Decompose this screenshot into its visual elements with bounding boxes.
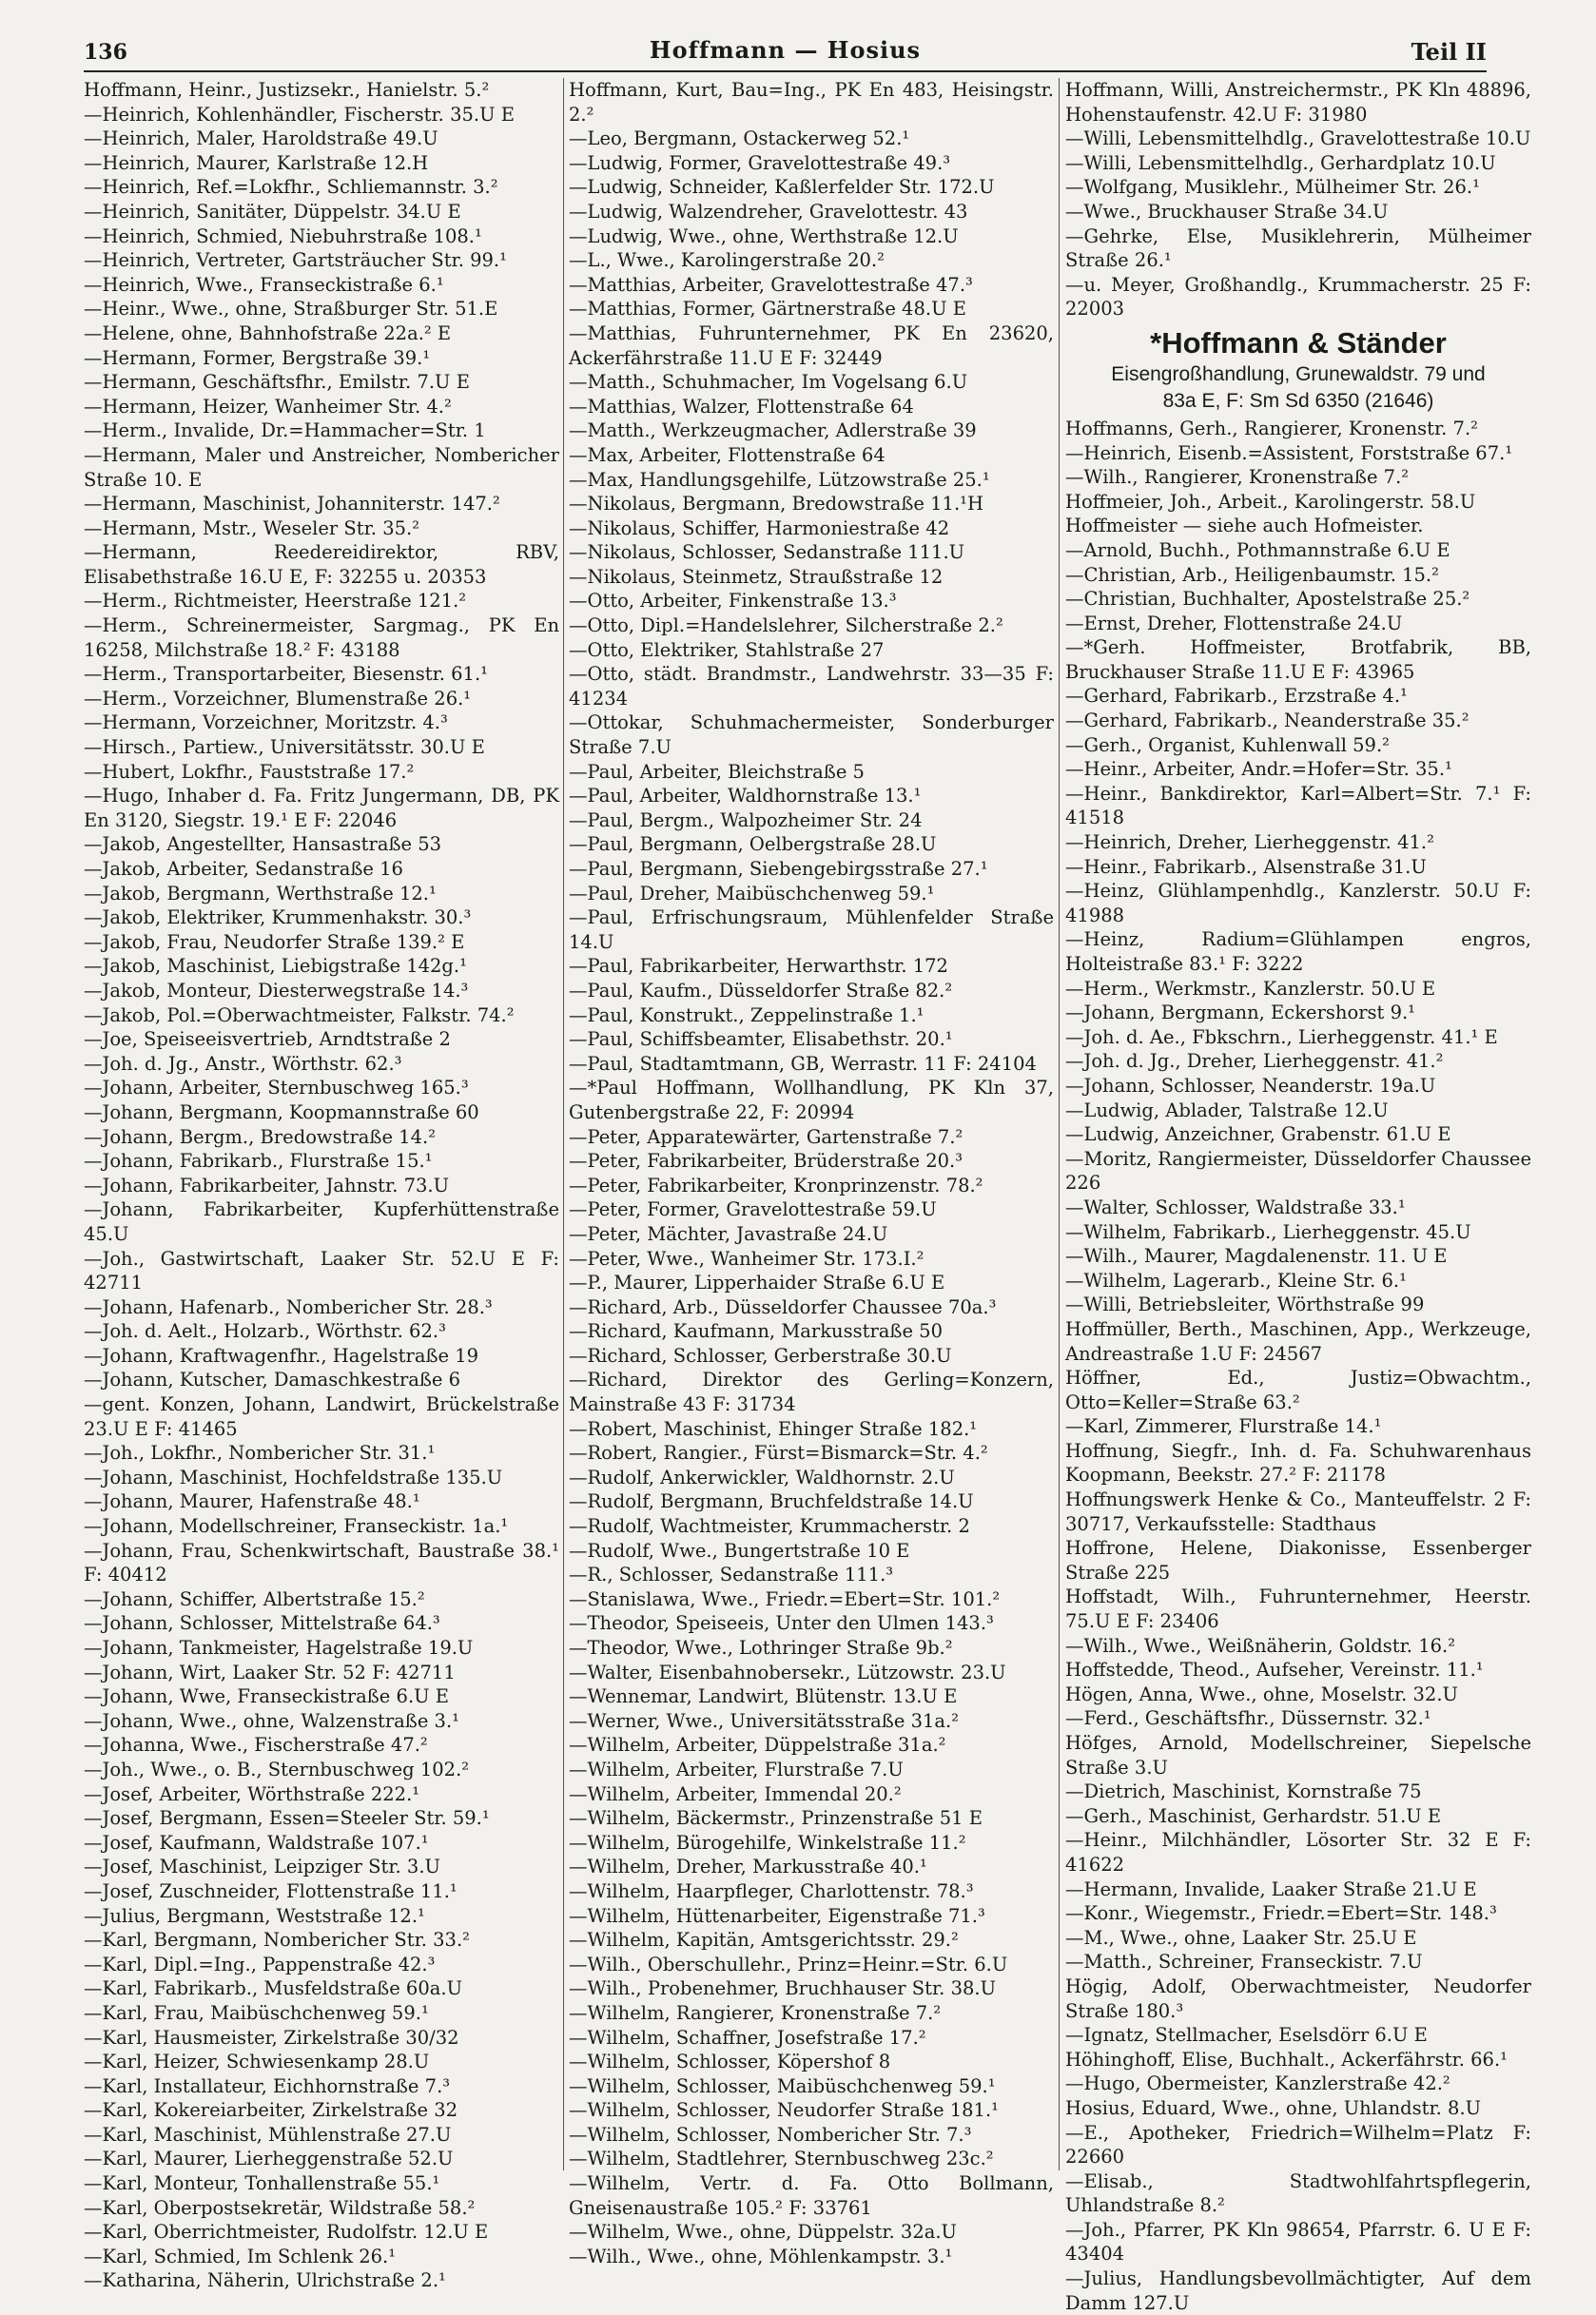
directory-entry: —Johann, Wwe., ohne, Walzenstraße 3.¹ bbox=[84, 1709, 459, 1732]
directory-entry: —Ottokar, Schuhmachermeister, Sonderburger Straße 7.U bbox=[569, 711, 1054, 759]
directory-entry: —Johann, Tankmeister, Hagelstraße 19.U bbox=[84, 1637, 474, 1659]
directory-entry: —Wilhelm, Rangierer, Kronenstraße 7.² bbox=[569, 2001, 942, 2024]
directory-column-2 bbox=[569, 78, 1054, 2267]
directory-entry: —Joh., Lokfhr., Nombericher Str. 31.¹ bbox=[84, 1442, 436, 1465]
directory-entry: —Hugo, Obermeister, Kanzlerstraße 42.² bbox=[1065, 2072, 1450, 2095]
directory-entry: —Katharina, Näherin, Ulrichstraße 2.¹ bbox=[84, 2269, 446, 2292]
directory-entry: —Robert, Maschinist, Ehinger Straße 182.¹ bbox=[569, 1417, 978, 1440]
directory-entry: —Wilh., Oberschullehr., Prinz=Heinr.=Str. 6.U bbox=[569, 1953, 1008, 1975]
directory-entry: —L., Wwe., Karolingerstraße 20.² bbox=[569, 249, 885, 272]
directory-entry: —Heinrich, Maurer, Karlstraße 12.H bbox=[84, 151, 429, 174]
directory-entry: —Rudolf, Ankerwickler, Waldhornstr. 2.U bbox=[569, 1466, 955, 1488]
directory-entry: —Wilhelm, Vertr. d. Fa. Otto Bollmann, Gneisenaustraße 105.² F: 33761 bbox=[569, 2172, 1054, 2219]
directory-entry: —Johann, Bergmann, Eckershorst 9.¹ bbox=[1065, 1002, 1415, 1024]
directory-entry: —Jakob, Arbeiter, Sedanstraße 16 bbox=[84, 858, 403, 880]
directory-entry: —Josef, Arbeiter, Wörthstraße 222.¹ bbox=[84, 1782, 420, 1805]
directory-entry: —Joh. d. Aelt., Holzarb., Wörthstr. 62.³ bbox=[84, 1320, 446, 1343]
directory-entry: Hoffmeister — siehe auch Hofmeister. bbox=[1065, 515, 1424, 537]
directory-entry: —Matth., Schreiner, Franseckistr. 7.U bbox=[1065, 1951, 1423, 1974]
directory-entry: —Ludwig, Former, Gravelottestraße 49.³ bbox=[569, 151, 951, 174]
directory-entry: —Gerhard, Fabrikarb., Erzstraße 4.¹ bbox=[1065, 685, 1408, 708]
directory-entry: —Hermann, Mstr., Weseler Str. 35.² bbox=[84, 516, 420, 539]
directory-entry: —Hubert, Lokfhr., Fauststraße 17.² bbox=[84, 760, 415, 783]
directory-entry: —Johann, Schlosser, Mittelstraße 64.³ bbox=[84, 1612, 440, 1635]
directory-entry: —Josef, Bergmann, Essen=Steeler Str. 59.¹ bbox=[84, 1807, 490, 1830]
directory-entry: —Wilh., Rangierer, Kronenstraße 7.² bbox=[1065, 466, 1410, 489]
directory-entry: —Peter, Fabrikarbeiter, Kronprinzenstr. 78.² bbox=[569, 1174, 983, 1196]
directory-entry: —Nikolaus, Steinmetz, Straußstraße 12 bbox=[569, 565, 944, 588]
directory-entry: —Paul, Bergm., Walpozheimer Str. 24 bbox=[569, 808, 923, 831]
directory-entry: —Nikolaus, Schiffer, Harmoniestraße 42 bbox=[569, 516, 950, 539]
directory-entry: —Jakob, Monteur, Diesterwegstraße 14.³ bbox=[84, 979, 469, 1002]
directory-entry: —Karl, Kokereiarbeiter, Zirkelstraße 32 bbox=[84, 2099, 458, 2122]
directory-entry: —Herm., Werkmstr., Kanzlerstr. 50.U E bbox=[1065, 977, 1436, 1000]
directory-entry: —Herm., Transportarbeiter, Biesenstr. 61.¹ bbox=[84, 663, 488, 686]
directory-entry: —Karl, Maurer, Lierheggenstraße 52.U bbox=[84, 2148, 454, 2170]
directory-entry: —Richard, Arb., Düsseldorfer Chaussee 70a.³ bbox=[569, 1295, 997, 1318]
directory-entry: —Ludwig, Schneider, Kaßlerfelder Str. 172.U bbox=[569, 176, 995, 199]
firm-name: *Hoffmann & Ständer bbox=[1150, 325, 1447, 360]
directory-entry: —Hugo, Inhaber d. Fa. Fritz Jungermann, DB, PK En 3120, Siegstr. 19.¹ E F: 22046 bbox=[84, 785, 559, 831]
directory-entry: —Johanna, Wwe., Fischerstraße 47.² bbox=[84, 1734, 428, 1757]
directory-entry: —Heinrich, Dreher, Lierheggenstr. 41.² bbox=[1065, 831, 1434, 854]
directory-entry: —Matthias, Walzer, Flottenstraße 64 bbox=[569, 395, 914, 418]
directory-entry: —Joh., Pfarrer, PK Kln 98654, Pfarrstr. 6. U E F: 43404 bbox=[1065, 2218, 1531, 2266]
directory-entry: —Johann, Arbeiter, Sternbuschweg 165.³ bbox=[84, 1077, 469, 1099]
directory-entry: —Elisab., Stadtwohlfahrtspflegerin, Uhlandstraße 8.² bbox=[1065, 2169, 1531, 2217]
directory-entry: —Peter, Apparatewärter, Gartenstraße 7.² bbox=[569, 1125, 963, 1148]
directory-entry: —Paul, Bergmann, Oelbergstraße 28.U bbox=[569, 833, 937, 856]
directory-entry: —Paul, Erfrischungsraum, Mühlenfelder Straße 14.U bbox=[569, 906, 1054, 953]
directory-entry: —Johann, Kutscher, Damaschkestraße 6 bbox=[84, 1369, 461, 1391]
directory-column-3 bbox=[1065, 78, 1531, 2314]
directory-entry: —Hirsch., Partiew., Universitätsstr. 30.U E bbox=[84, 736, 485, 759]
directory-entry: —Karl, Schmied, Im Schlenk 26.¹ bbox=[84, 2245, 397, 2267]
directory-entry: —Helene, ohne, Bahnhofstraße 22a.² E bbox=[84, 321, 452, 344]
directory-entry: —Walter, Schlosser, Waldstraße 33.¹ bbox=[1065, 1196, 1406, 1218]
directory-entry: —Wennemar, Landwirt, Blütenstr. 13.U E bbox=[569, 1685, 958, 1708]
directory-entry: —Paul, Arbeiter, Bleichstraße 5 bbox=[569, 760, 865, 783]
directory-entry: —Hermann, Reedereidirektor, RBV, Elisabethstraße 16.U E, F: 32255 u. 20353 bbox=[84, 541, 559, 588]
directory-entry: —Hermann, Former, Bergstraße 39.¹ bbox=[84, 346, 431, 369]
firm-address-line: Eisengroßhandlung, Grunewaldstr. 79 und bbox=[1111, 362, 1486, 385]
directory-entry: —Hermann, Vorzeichner, Moritzstr. 4.³ bbox=[84, 711, 448, 734]
directory-entry: —Herm., Schreinermeister, Sargmag., PK En 16258, Milchstraße 18.² F: 43188 bbox=[84, 614, 559, 661]
directory-entry: Högen, Anna, Wwe., ohne, Moselstr. 32.U bbox=[1065, 1683, 1458, 1705]
directory-entry: —Matthias, Arbeiter, Gravelottestraße 47.³ bbox=[569, 273, 973, 296]
directory-entry: —Paul, Schiffsbeamter, Elisabethstr. 20.¹ bbox=[569, 1028, 953, 1051]
directory-entry: —Joh., Gastwirtschaft, Laaker Str. 52.U E F: 42711 bbox=[84, 1247, 559, 1294]
directory-entry: —Joh. d. Ae., Fbkschrn., Lierheggenstr. 41.¹ E bbox=[1065, 1025, 1498, 1048]
directory-entry: —Hermann, Maschinist, Johanniterstr. 147.² bbox=[84, 493, 500, 516]
directory-entry: —Herm., Invalide, Dr.=Hammacher=Str. 1 bbox=[84, 419, 486, 442]
directory-entry: —Otto, Elektriker, Stahlstraße 27 bbox=[569, 638, 885, 661]
directory-entry: —Johann, Maschinist, Hochfeldstraße 135.U bbox=[84, 1466, 503, 1488]
directory-entry: —Wilhelm, Stadtlehrer, Sternbuschweg 23c.² bbox=[569, 2148, 994, 2170]
directory-entry: —Otto, städt. Brandmstr., Landwehrstr. 33—35 F: 41234 bbox=[569, 663, 1054, 710]
directory-entry: —Willi, Lebensmittelhdlg., Gravelottestraße 10.U bbox=[1065, 127, 1531, 150]
directory-entry: —Heinrich, Kohlenhändler, Fischerstr. 35.U E bbox=[84, 103, 515, 126]
directory-entry: —Paul, Bergmann, Siebengebirgsstraße 27.¹ bbox=[569, 858, 988, 880]
directory-entry: —Wilhelm, Arbeiter, Düppelstraße 31a.² bbox=[569, 1734, 946, 1757]
directory-entry: —Karl, Zimmerer, Flurstraße 14.¹ bbox=[1065, 1415, 1382, 1438]
directory-entry: —Heinr., Wwe., ohne, Straßburger Str. 51.E bbox=[84, 298, 498, 321]
directory-entry: —Jakob, Pol.=Oberwachtmeister, Falkstr. 74.² bbox=[84, 1003, 515, 1026]
directory-entry: —Paul, Kaufm., Düsseldorfer Straße 82.² bbox=[569, 979, 953, 1002]
directory-entry: —Karl, Oberrichtmeister, Rudolfstr. 12.U E bbox=[84, 2221, 489, 2244]
directory-entry: —Jakob, Frau, Neudorfer Straße 139.² E bbox=[84, 930, 465, 953]
directory-entry: —Wolfgang, Musiklehr., Mülheimer Str. 26.¹ bbox=[1065, 176, 1480, 199]
directory-entry: —Wilhelm, Bäckermstr., Prinzenstraße 51 E bbox=[569, 1807, 983, 1830]
directory-entry: —Arnold, Buchh., Pothmannstraße 6.U E bbox=[1065, 538, 1450, 561]
directory-entry: —Hermann, Geschäftsfhr., Emilstr. 7.U E bbox=[84, 371, 470, 394]
directory-entry: —Christian, Arb., Heiligenbaumstr. 15.² bbox=[1065, 563, 1439, 586]
directory-entry: —Karl, Hausmeister, Zirkelstraße 30/32 bbox=[84, 2026, 459, 2049]
directory-entry: —Wilhelm, Schlosser, Maibüschchenweg 59.¹ bbox=[569, 2074, 996, 2097]
directory-entry: —Matthias, Fuhrunternehmer, PK En 23620, Ackerfährstraße 11.U E F: 32449 bbox=[569, 321, 1054, 369]
directory-entry: —Johann, Frau, Schenkwirtschaft, Baustraße 38.¹ F: 40412 bbox=[84, 1539, 559, 1586]
directory-entry: Hoffmanns, Gerh., Rangierer, Kronenstr. 7.² bbox=[1065, 417, 1478, 439]
directory-entry: —Heinr., Arbeiter, Andr.=Hofer=Str. 35.¹ bbox=[1065, 758, 1452, 781]
directory-entry: —Johann, Modellschreiner, Franseckistr. 1a.¹ bbox=[84, 1515, 509, 1538]
directory-entry: —Julius, Handlungsbevollmächtigter, Auf dem Damm 127.U bbox=[1065, 2267, 1531, 2314]
directory-entry: —Johann, Fabrikarbeiter, Kupferhüttenstraße 45.U bbox=[84, 1198, 559, 1245]
directory-entry: Hoffmann, Kurt, Bau=Ing., PK En 483, Heisingstr. 2.² bbox=[569, 79, 1054, 126]
directory-entry: —Paul, Fabrikarbeiter, Herwarthstr. 172 bbox=[569, 955, 948, 978]
directory-entry: —Wilhelm, Bürogehilfe, Winkelstraße 11.² bbox=[569, 1831, 966, 1854]
directory-entry: —Gerh., Organist, Kuhlenwall 59.² bbox=[1065, 733, 1390, 756]
directory-entry: Hoffmann, Willi, Anstreichermstr., PK Kln 48896, Hohenstaufenstr. 42.U F: 31980 bbox=[1065, 79, 1531, 126]
directory-entry: —Joh. d. Jg., Dreher, Lierheggenstr. 41.² bbox=[1065, 1050, 1444, 1073]
directory-entry: —Wilhelm, Wwe., ohne, Düppelstr. 32a.U bbox=[569, 2221, 957, 2244]
column-divider bbox=[563, 78, 564, 2170]
directory-entry: —Konr., Wiegemstr., Friedr.=Ebert=Str. 148.³ bbox=[1065, 1902, 1497, 1925]
directory-entry: —Heinr., Milchhändler, Lösorter Str. 32 E F: 41622 bbox=[1065, 1829, 1531, 1876]
directory-entry: Högig, Adolf, Oberwachtmeister, Neudorfer Straße 180.³ bbox=[1065, 1975, 1531, 2022]
directory-entry: —Otto, Arbeiter, Finkenstraße 13.³ bbox=[569, 590, 897, 613]
directory-entry: Hoffmann, Heinr., Justizsekr., Hanielstr. 5.² bbox=[84, 79, 490, 101]
directory-entry: —Dietrich, Maschinist, Kornstraße 75 bbox=[1065, 1780, 1422, 1803]
directory-entry: —Heinrich, Sanitäter, Düppelstr. 34.U E bbox=[84, 200, 461, 223]
directory-entry: —Heinr., Bankdirektor, Karl=Albert=Str. 7.¹ F: 41518 bbox=[1065, 782, 1531, 829]
directory-entry: —Heinz, Radium=Glühlampen engros, Holteistraße 83.¹ F: 3222 bbox=[1065, 928, 1531, 975]
directory-entry: —Joh. d. Jg., Anstr., Wörthstr. 62.³ bbox=[84, 1052, 402, 1075]
directory-entry: Hoffrone, Helene, Diakonisse, Essenberger Straße 225 bbox=[1065, 1537, 1531, 1584]
directory-entry: —Jakob, Angestellter, Hansastraße 53 bbox=[84, 833, 442, 856]
directory-entry: —Gerh., Maschinist, Gerhardstr. 51.U E bbox=[1065, 1804, 1442, 1827]
directory-entry: Höffner, Ed., Justiz=Obwachtm., Otto=Keller=Straße 63.² bbox=[1065, 1367, 1531, 1413]
directory-entry: —Otto, Dipl.=Handelslehrer, Silcherstraße 2.² bbox=[569, 614, 1003, 637]
directory-entry: —Paul, Arbeiter, Waldhornstraße 13.¹ bbox=[569, 785, 922, 807]
directory-entry: —Karl, Oberpostsekretär, Wildstraße 58.² bbox=[84, 2196, 476, 2219]
directory-entry: —Ignatz, Stellmacher, Eselsdörr 6.U E bbox=[1065, 2024, 1428, 2047]
directory-entry: —Heinr., Fabrikarb., Alsenstraße 31.U bbox=[1065, 855, 1427, 878]
directory-entry: —Hermann, Heizer, Wanheimer Str. 4.² bbox=[84, 395, 452, 418]
directory-entry: —Gehrke, Else, Musiklehrerin, Mülheimer Straße 26.¹ bbox=[1065, 224, 1531, 272]
column-divider bbox=[1059, 78, 1060, 2170]
part-label: Teil II bbox=[1411, 38, 1487, 66]
directory-entry: —Matth., Schuhmacher, Im Vogelsang 6.U bbox=[569, 371, 968, 394]
directory-entry: —Johann, Wirt, Laaker Str. 52 F: 42711 bbox=[84, 1661, 456, 1683]
directory-entry: —Peter, Former, Gravelottestraße 59.U bbox=[569, 1198, 937, 1221]
directory-entry: Hosius, Eduard, Wwe., ohne, Uhlandstr. 8.U bbox=[1065, 2096, 1482, 2119]
directory-entry: —*Paul Hoffmann, Wollhandlung, PK Kln 37, Gutenbergstraße 22, F: 20994 bbox=[569, 1077, 1054, 1123]
directory-entry: —Johann, Fabrikarb., Flurstraße 15.¹ bbox=[84, 1150, 433, 1173]
directory-entry: —Wilhelm, Schaffner, Josefstraße 17.² bbox=[569, 2026, 926, 2049]
directory-entry: —Johann, Wwe, Franseckistraße 6.U E bbox=[84, 1685, 450, 1708]
directory-entry: —Jakob, Bergmann, Werthstraße 12.¹ bbox=[84, 882, 437, 905]
directory-entry: Höfges, Arnold, Modellschreiner, Siepelsche Straße 3.U bbox=[1065, 1732, 1531, 1779]
directory-entry: —Ludwig, Ablader, Talstraße 12.U bbox=[1065, 1099, 1389, 1121]
directory-column-1 bbox=[84, 78, 559, 2292]
directory-entry: —Richard, Kaufmann, Markusstraße 50 bbox=[569, 1320, 943, 1343]
directory-entry: —Max, Arbeiter, Flottenstraße 64 bbox=[569, 443, 886, 466]
directory-entry: —Walter, Eisenbahnobersekr., Lützowstr. 23.U bbox=[569, 1661, 1006, 1683]
directory-entry: —*Gerh. Hoffmeister, Brotfabrik, BB, Bruckhauser Straße 11.U E F: 43965 bbox=[1065, 636, 1531, 683]
directory-entry: —Peter, Wwe., Wanheimer Str. 173.I.² bbox=[569, 1247, 925, 1270]
directory-entry: —Gerhard, Fabrikarb., Neanderstraße 35.² bbox=[1065, 710, 1469, 732]
directory-entry: —Josef, Kaufmann, Waldstraße 107.¹ bbox=[84, 1831, 429, 1854]
directory-entry: Hoffmüller, Berth., Maschinen, App., Werkzeuge, Andreastraße 1.U F: 24567 bbox=[1065, 1317, 1531, 1365]
directory-entry: —Wilhelm, Schlosser, Nombericher Str. 7.³ bbox=[569, 2123, 972, 2146]
directory-entry: —Willi, Lebensmittelhdlg., Gerhardplatz 10.U bbox=[1065, 151, 1496, 174]
directory-entry: —Wilhelm, Arbeiter, Immendal 20.² bbox=[569, 1782, 902, 1805]
directory-entry: —R., Schlosser, Sedanstraße 111.³ bbox=[569, 1564, 894, 1586]
directory-entry: —Rudolf, Wwe., Bungertstraße 10 E bbox=[569, 1539, 910, 1562]
directory-entry: —Matth., Werkzeugmacher, Adlerstraße 39 bbox=[569, 419, 977, 442]
directory-entry: —Theodor, Speiseeis, Unter den Ulmen 143.³ bbox=[569, 1612, 994, 1635]
directory-entry: —M., Wwe., ohne, Laaker Str. 25.U E bbox=[1065, 1926, 1417, 1949]
directory-entry: —Hermann, Maler und Anstreicher, Nombericher Straße 10. E bbox=[84, 443, 559, 491]
directory-entry: —Rudolf, Wachtmeister, Krummacherstr. 2 bbox=[569, 1515, 970, 1538]
directory-entry: —Wilhelm, Arbeiter, Flurstraße 7.U bbox=[569, 1758, 904, 1780]
directory-entry: —E., Apotheker, Friedrich=Wilhelm=Platz F: 22660 bbox=[1065, 2121, 1531, 2169]
directory-entry: —Wilhelm, Hüttenarbeiter, Eigenstraße 71.³ bbox=[569, 1904, 985, 1927]
directory-entry: —Rudolf, Bergmann, Bruchfeldstraße 14.U bbox=[569, 1490, 974, 1513]
directory-entry: Hoffmeier, Joh., Arbeit., Karolingerstr. 58.U bbox=[1065, 490, 1476, 513]
directory-entry: —Julius, Bergmann, Weststraße 12.¹ bbox=[84, 1904, 425, 1927]
directory-entry: —Wilhelm, Dreher, Markusstraße 40.¹ bbox=[569, 1856, 927, 1878]
directory-entry: —Johann, Kraftwagenfhr., Hagelstraße 19 bbox=[84, 1344, 479, 1367]
firm-address-line: 83a E, F: Sm Sd 6350 (21646) bbox=[1162, 389, 1434, 412]
directory-entry: —Karl, Monteur, Tonhallenstraße 55.¹ bbox=[84, 2172, 440, 2195]
directory-entry: —Hermann, Invalide, Laaker Straße 21.U E bbox=[1065, 1877, 1477, 1900]
directory-entry: —Paul, Stadtamtmann, GB, Werrastr. 11 F: 24104 bbox=[569, 1052, 1037, 1075]
directory-entry: —Robert, Rangier., Fürst=Bismarck=Str. 4.² bbox=[569, 1442, 988, 1465]
directory-entry: —Max, Handlungsgehilfe, Lützowstraße 25.¹ bbox=[569, 468, 990, 491]
directory-entry: —Heinz, Glühlampenhdlg., Kanzlerstr. 50.U F: 41988 bbox=[1065, 880, 1531, 926]
directory-entry: —P., Maurer, Lipperhaider Straße 6.U E bbox=[569, 1272, 945, 1294]
directory-entry: —Johann, Fabrikarbeiter, Jahnstr. 73.U bbox=[84, 1174, 450, 1196]
directory-entry: —Heinrich, Vertreter, Gartsträucher Str. 99.¹ bbox=[84, 249, 507, 272]
directory-entry: —Josef, Maschinist, Leipziger Str. 3.U bbox=[84, 1856, 440, 1878]
directory-entry: Hoffnungswerk Henke & Co., Manteuffelstr. 2 F: 30717, Verkaufsstelle: Stadthaus bbox=[1065, 1488, 1531, 1535]
directory-entry: —Stanislawa, Wwe., Friedr.=Ebert=Str. 101.² bbox=[569, 1587, 1001, 1610]
directory-entry: —Joe, Speiseeisvertrieb, Arndtstraße 2 bbox=[84, 1028, 451, 1051]
directory-entry: —Jakob, Elektriker, Krummenhakstr. 30.³ bbox=[84, 906, 472, 929]
directory-entry: —Wilhelm, Kapitän, Amtsgerichtsstr. 29.² bbox=[569, 1929, 959, 1952]
directory-entry: —Christian, Buchhalter, Apostelstraße 25.² bbox=[1065, 588, 1470, 611]
directory-entry: —Willi, Betriebsleiter, Wörthstraße 99 bbox=[1065, 1294, 1425, 1316]
directory-entry: —Karl, Dipl.=Ing., Pappenstraße 42.³ bbox=[84, 1953, 436, 1975]
directory-entry: —Peter, Mächter, Javastraße 24.U bbox=[569, 1222, 888, 1245]
directory-entry: —Johann, Hafenarb., Nombericher Str. 28.³ bbox=[84, 1295, 493, 1318]
directory-entry: —Johann, Bergm., Bredowstraße 14.² bbox=[84, 1125, 437, 1148]
directory-entry: —Johann, Bergmann, Koopmannstraße 60 bbox=[84, 1100, 479, 1123]
directory-entry: —Ludwig, Walzendreher, Gravelottestr. 43 bbox=[569, 200, 968, 223]
directory-entry: —Karl, Maschinist, Mühlenstraße 27.U bbox=[84, 2123, 452, 2146]
directory-entry: —Nikolaus, Bergmann, Bredowstraße 11.¹H bbox=[569, 493, 983, 516]
directory-entry: —Jakob, Maschinist, Liebigstraße 142g.¹ bbox=[84, 955, 467, 978]
directory-entry: —Ferd., Geschäftsfhr., Düssernstr. 32.¹ bbox=[1065, 1707, 1431, 1730]
directory-entry: —Heinrich, Ref.=Lokfhr., Schliemannstr. 3.² bbox=[84, 176, 498, 199]
directory-entry: —Joh., Wwe., o. B., Sternbuschweg 102.² bbox=[84, 1758, 470, 1780]
directory-entry: —Wwe., Bruckhauser Straße 34.U bbox=[1065, 200, 1389, 223]
directory-entry: —Werner, Wwe., Universitätsstraße 31a.² bbox=[569, 1709, 960, 1732]
directory-entry: —Karl, Heizer, Schwiesenkamp 28.U bbox=[84, 2051, 430, 2073]
directory-entry: —Karl, Fabrikarb., Musfeldstraße 60a.U bbox=[84, 1977, 462, 2000]
directory-entry: Hoffnung, Siegfr., Inh. d. Fa. Schuhwarenhaus Koopmann, Beekstr. 27.² F: 21178 bbox=[1065, 1439, 1531, 1487]
directory-entry: —Peter, Fabrikarbeiter, Brüderstraße 20.³ bbox=[569, 1150, 963, 1173]
directory-entry: —Matthias, Former, Gärtnerstraße 48.U E bbox=[569, 298, 966, 321]
directory-entry: —Wilh., Probenehmer, Bruchhauser Str. 38.U bbox=[569, 1977, 997, 2000]
directory-entry: —Paul, Dreher, Maibüschchenweg 59.¹ bbox=[569, 882, 935, 905]
directory-entry: —Heinrich, Schmied, Niebuhrstraße 108.¹ bbox=[84, 224, 482, 247]
directory-entry: —Theodor, Wwe., Lothringer Straße 9b.² bbox=[569, 1637, 953, 1659]
directory-entry: —Johann, Maurer, Hafenstraße 48.¹ bbox=[84, 1490, 420, 1513]
directory-entry: —Ludwig, Anzeichner, Grabenstr. 61.U E bbox=[1065, 1123, 1451, 1146]
directory-entry: —Heinrich, Maler, Haroldstraße 49.U bbox=[84, 127, 438, 150]
directory-entry: Höhinghoff, Elise, Buchhalt., Ackerfährstr. 66.¹ bbox=[1065, 2048, 1508, 2071]
directory-entry: —u. Meyer, Großhandlg., Krummacherstr. 25 F: 22003 bbox=[1065, 273, 1531, 321]
directory-entry: —Nikolaus, Schlosser, Sedanstraße 111.U bbox=[569, 541, 965, 564]
directory-entry: —Moritz, Rangiermeister, Düsseldorfer Chaussee 226 bbox=[1065, 1147, 1531, 1195]
directory-entry: —Herm., Vorzeichner, Blumenstraße 26.¹ bbox=[84, 687, 472, 710]
directory-entry: Hoffstedde, Theod., Aufseher, Vereinstr. 11.¹ bbox=[1065, 1659, 1484, 1682]
directory-entry: —Ernst, Dreher, Flottenstraße 24.U bbox=[1065, 612, 1403, 634]
directory-entry: —Wilh., Wwe., ohne, Möhlenkampstr. 3.¹ bbox=[569, 2245, 953, 2267]
directory-entry: —Wilh., Wwe., Weißnäherin, Goldstr. 16.² bbox=[1065, 1634, 1456, 1657]
directory-entry: —Ludwig, Wwe., ohne, Werthstraße 12.U bbox=[569, 224, 959, 247]
directory-entry: —Josef, Zuschneider, Flottenstraße 11.¹ bbox=[84, 1879, 457, 1902]
directory-entry: —Wilhelm, Lagerarb., Kleine Str. 6.¹ bbox=[1065, 1269, 1407, 1292]
directory-entry: —Herm., Richtmeister, Heerstraße 121.² bbox=[84, 590, 467, 613]
directory-entry: —Karl, Frau, Maibüschchenweg 59.¹ bbox=[84, 2001, 429, 2024]
directory-entry: —Johann, Schlosser, Neanderstr. 19a.U bbox=[1065, 1074, 1436, 1097]
firm-advertisement bbox=[1065, 325, 1531, 415]
directory-entry: —Paul, Konstrukt., Zeppelinstraße 1.¹ bbox=[569, 1003, 925, 1026]
page-title: Hoffmann — Hosius bbox=[649, 36, 922, 64]
directory-entry: —Wilh., Maurer, Magdalenenstr. 11. U E bbox=[1065, 1245, 1448, 1268]
directory-entry: —Wilhelm, Schlosser, Neudorfer Straße 181.¹ bbox=[569, 2099, 999, 2122]
directory-entry: —Wilhelm, Schlosser, Köpershof 8 bbox=[569, 2051, 891, 2073]
directory-entry: —Heinrich, Eisenb.=Assistent, Forststraße 67.¹ bbox=[1065, 441, 1513, 464]
directory-entry: —Richard, Direktor des Gerling=Konzern, Mainstraße 43 F: 31734 bbox=[569, 1369, 1054, 1416]
page-number: 136 bbox=[84, 40, 127, 65]
directory-entry: —Leo, Bergmann, Ostackerweg 52.¹ bbox=[569, 127, 910, 150]
directory-entry: —Johann, Schiffer, Albertstraße 15.² bbox=[84, 1587, 425, 1610]
directory-entry: —gent. Konzen, Johann, Landwirt, Brückelstraße 23.U E F: 41465 bbox=[84, 1393, 559, 1440]
directory-entry: —Wilhelm, Fabrikarb., Lierheggenstr. 45.U bbox=[1065, 1220, 1471, 1243]
directory-entry: —Karl, Bergmann, Nombericher Str. 33.² bbox=[84, 1929, 470, 1952]
directory-entry: —Wilhelm, Haarpfleger, Charlottenstr. 78.³ bbox=[569, 1879, 974, 1902]
directory-entry: —Richard, Schlosser, Gerberstraße 30.U bbox=[569, 1344, 952, 1367]
header-rule bbox=[84, 70, 1487, 72]
directory-entry: —Karl, Installateur, Eichhornstraße 7.³ bbox=[84, 2074, 451, 2097]
directory-entry: —Heinrich, Wwe., Franseckistraße 6.¹ bbox=[84, 273, 444, 296]
directory-entry: Hoffstadt, Wilh., Fuhrunternehmer, Heerstr. 75.U E F: 23406 bbox=[1065, 1585, 1531, 1633]
page-header bbox=[84, 32, 1487, 70]
